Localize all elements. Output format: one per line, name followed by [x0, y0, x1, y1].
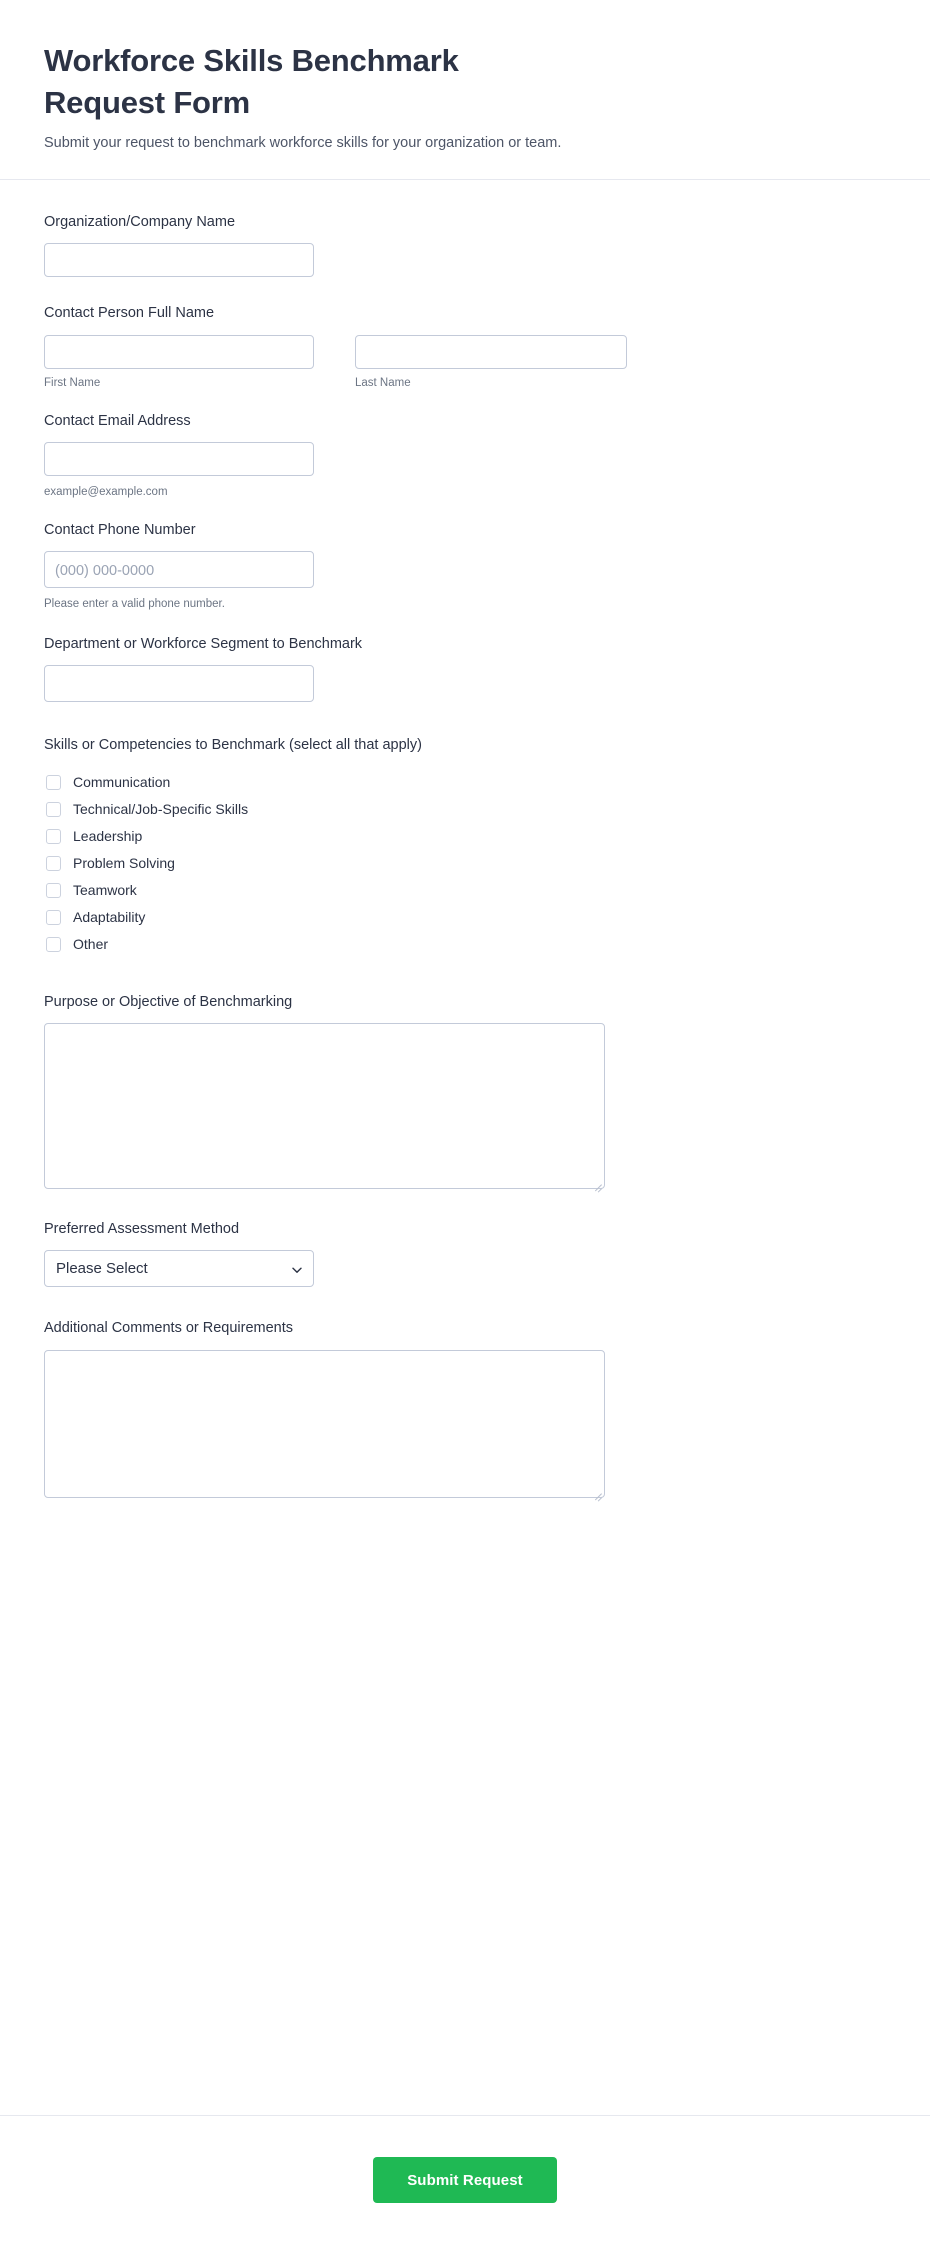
- purpose-label: Purpose or Objective of Benchmarking: [44, 993, 293, 1010]
- organization-input[interactable]: [44, 243, 314, 277]
- checkbox-row[interactable]: [44, 850, 886, 877]
- last-name-sublabel: Last Name: [355, 376, 411, 389]
- department-label: Department or Workforce Segment to Benchmark: [44, 636, 363, 653]
- checkbox-label: Leadership: [73, 828, 143, 845]
- checkbox-row[interactable]: [44, 823, 886, 850]
- checkbox-label: Other: [73, 936, 109, 953]
- first-name-input[interactable]: [44, 335, 314, 369]
- phone-label: Contact Phone Number: [44, 521, 196, 538]
- last-name-col: [355, 335, 625, 391]
- field-skills: [44, 735, 886, 957]
- field-organization: [44, 212, 886, 277]
- page-subtitle: Submit your request to benchmark workforce skills for your organization or team.: [44, 135, 562, 152]
- checkbox-icon[interactable]: [46, 883, 61, 898]
- assessment-method-selected-value: Please Select: [56, 1260, 148, 1278]
- checkbox-label: Communication: [73, 774, 171, 791]
- checkbox-row[interactable]: [44, 904, 886, 931]
- assessment-method-label: Preferred Assessment Method: [44, 1220, 240, 1237]
- name-row: [44, 335, 886, 391]
- field-email: [44, 411, 886, 500]
- checkbox-icon[interactable]: [46, 829, 61, 844]
- phone-input[interactable]: [44, 551, 314, 588]
- comments-textarea[interactable]: [44, 1350, 605, 1498]
- field-phone: [44, 520, 886, 612]
- field-contact-name: [44, 303, 886, 390]
- form-footer: [0, 2116, 930, 2203]
- first-name-sublabel: First Name: [44, 376, 101, 389]
- purpose-textarea[interactable]: [44, 1023, 605, 1189]
- checkbox-label: Technical/Job-Specific Skills: [73, 801, 249, 818]
- checkbox-row[interactable]: [44, 769, 886, 796]
- phone-helper-text: Please enter a valid phone number.: [44, 598, 225, 611]
- purpose-textarea-wrap: [44, 1023, 605, 1189]
- skills-label: Skills or Competencies to Benchmark (select all that apply): [44, 737, 422, 754]
- checkbox-icon[interactable]: [46, 775, 61, 790]
- contact-name-label: Contact Person Full Name: [44, 305, 215, 322]
- email-input[interactable]: [44, 442, 314, 476]
- first-name-col: [44, 335, 314, 391]
- field-assessment-method: [44, 1219, 886, 1287]
- checkbox-row[interactable]: [44, 931, 886, 958]
- checkbox-icon[interactable]: [46, 910, 61, 925]
- field-department: [44, 634, 886, 702]
- field-comments: [44, 1318, 886, 1497]
- checkbox-label: Adaptability: [73, 909, 146, 926]
- department-input[interactable]: [44, 665, 314, 702]
- form-body: [0, 180, 930, 1497]
- email-helper-text: example@example.com: [44, 485, 168, 498]
- assessment-method-select-wrap: [44, 1250, 314, 1287]
- page-title: Workforce Skills Benchmark Request Form: [44, 43, 459, 120]
- checkbox-icon[interactable]: [46, 937, 61, 952]
- checkbox-label: Teamwork: [73, 882, 137, 899]
- comments-label: Additional Comments or Requirements: [44, 1320, 294, 1337]
- email-label: Contact Email Address: [44, 412, 191, 429]
- form-header: [0, 0, 930, 154]
- assessment-method-select[interactable]: [44, 1250, 314, 1287]
- checkbox-row[interactable]: [44, 796, 886, 823]
- comments-textarea-wrap: [44, 1350, 605, 1498]
- checkbox-icon[interactable]: [46, 802, 61, 817]
- checkbox-icon[interactable]: [46, 856, 61, 871]
- skills-checkbox-group: [44, 769, 886, 958]
- field-purpose: [44, 992, 886, 1189]
- checkbox-row[interactable]: [44, 877, 886, 904]
- last-name-input[interactable]: [355, 335, 627, 369]
- organization-label: Organization/Company Name: [44, 214, 236, 231]
- submit-request-button[interactable]: Submit Request: [373, 2157, 557, 2203]
- checkbox-label: Problem Solving: [73, 855, 175, 872]
